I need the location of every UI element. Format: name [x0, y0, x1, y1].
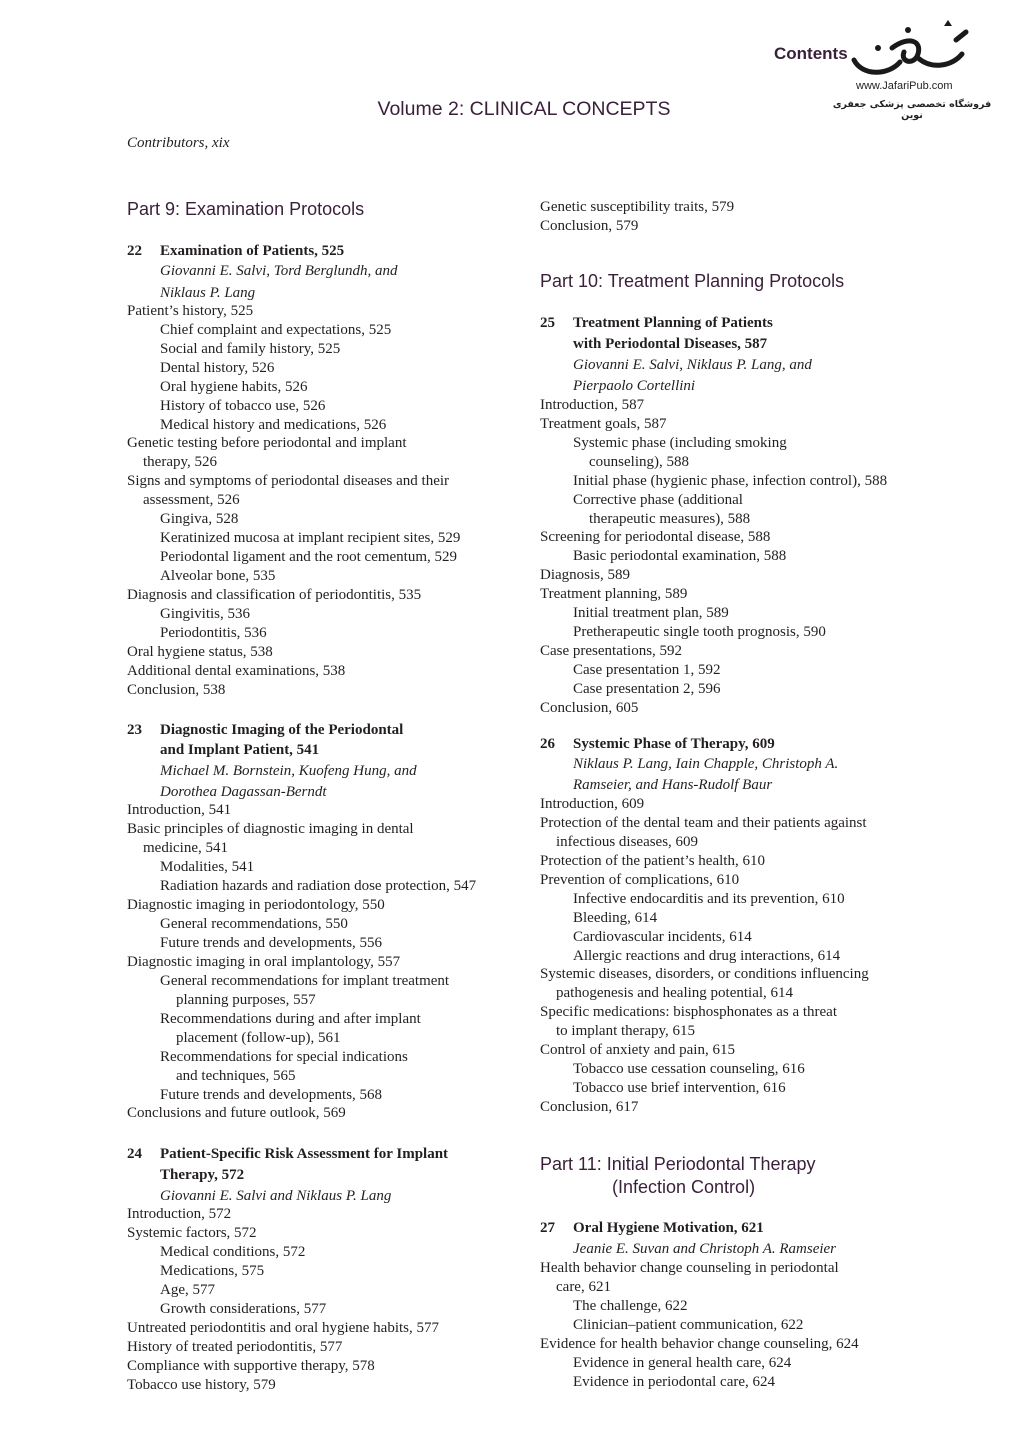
toc-subentry[interactable]: Keratinized mucosa at implant recipient sites, 529 — [160, 530, 461, 546]
chapter-26-heading[interactable] — [540, 735, 775, 754]
chapter-title-continued[interactable]: and Implant Patient, 541 — [160, 742, 320, 758]
toc-entry-continued[interactable]: infectious diseases, 609 — [556, 834, 699, 850]
toc-subentry[interactable]: Evidence in periodontal care, 624 — [573, 1374, 776, 1390]
toc-subentry[interactable]: General recommendations, 550 — [160, 916, 348, 932]
chapter-number: 26 — [540, 736, 555, 752]
toc-entry-continued[interactable]: assessment, 526 — [143, 492, 240, 508]
toc-subentry[interactable]: Tobacco use cessation counseling, 616 — [573, 1061, 805, 1077]
toc-subentry[interactable]: Cardiovascular incidents, 614 — [573, 929, 752, 945]
chapter-title: Treatment Planning of Patients — [573, 315, 773, 331]
toc-subentry[interactable]: Medical conditions, 572 — [160, 1244, 306, 1260]
chapter-23-heading[interactable] — [127, 721, 403, 740]
volume-title: Volume 2: CLINICAL CONCEPTS — [377, 98, 671, 120]
part-10-heading[interactable]: Part 10: Treatment Planning Protocols — [540, 271, 845, 291]
toc-entry[interactable]: Diagnostic imaging in oral implantology, 557 — [127, 954, 401, 970]
chapter-authors: Michael M. Bornstein, Kuofeng Hung, and — [160, 763, 417, 779]
toc-entry[interactable]: Basic principles of diagnostic imaging in dental — [127, 821, 414, 837]
chapter-authors: Giovanni E. Salvi, Tord Berglundh, and — [160, 263, 398, 279]
chapter-title: Oral Hygiene Motivation, 621 — [573, 1220, 764, 1236]
toc-subentry[interactable]: Growth considerations, 577 — [160, 1301, 327, 1317]
toc-entry[interactable]: Specific medications: bisphosphonates as a threat — [540, 1004, 838, 1020]
chapter-number: 23 — [127, 722, 142, 738]
toc-subentry[interactable]: Gingivitis, 536 — [160, 606, 251, 622]
toc-entry[interactable]: Treatment goals, 587 — [540, 416, 667, 432]
toc-entry-continued[interactable]: care, 621 — [556, 1279, 611, 1295]
toc-subentry[interactable]: Medical history and medications, 526 — [160, 417, 387, 433]
toc-subentry[interactable]: Recommendations during and after implant — [160, 1011, 421, 1027]
toc-entry[interactable]: History of treated periodontitis, 577 — [127, 1339, 343, 1355]
chapter-number: 25 — [540, 315, 555, 331]
toc-subentry[interactable]: Future trends and developments, 556 — [160, 935, 383, 951]
toc-entry[interactable]: Additional dental examinations, 538 — [127, 663, 346, 679]
toc-entry[interactable]: Case presentations, 592 — [540, 643, 683, 659]
toc-subentry[interactable]: Allergic reactions and drug interactions, 614 — [573, 948, 841, 964]
chapter-number: 27 — [540, 1220, 555, 1236]
toc-subentry[interactable]: Tobacco use brief intervention, 616 — [573, 1080, 786, 1096]
toc-entry[interactable]: Systemic diseases, disorders, or conditions influencing — [540, 966, 869, 982]
toc-entry-continued[interactable]: pathogenesis and healing potential, 614 — [556, 985, 794, 1001]
toc-subentry[interactable]: Oral hygiene habits, 526 — [160, 379, 308, 395]
toc-subentry-continued[interactable]: and techniques, 565 — [176, 1068, 296, 1084]
chapter-number: 24 — [127, 1146, 142, 1162]
toc-subentry[interactable]: Recommendations for special indications — [160, 1049, 408, 1065]
toc-entry[interactable]: Compliance with supportive therapy, 578 — [127, 1358, 375, 1374]
toc-entry[interactable]: Diagnostic imaging in periodontology, 550 — [127, 897, 385, 913]
toc-entry[interactable]: Introduction, 572 — [127, 1206, 232, 1222]
toc-subentry[interactable]: Medications, 575 — [160, 1263, 265, 1279]
toc-entry[interactable]: Signs and symptoms of periodontal diseases and their — [127, 473, 450, 489]
chapter-authors: Jeanie E. Suvan and Christoph A. Ramseier — [573, 1241, 837, 1257]
toc-subentry[interactable]: Age, 577 — [160, 1282, 215, 1298]
toc-entry[interactable]: Protection of the patient’s health, 610 — [540, 853, 765, 869]
toc-subentry[interactable]: General recommendations for implant treatment — [160, 973, 450, 989]
publisher-logo — [848, 18, 972, 84]
toc-subentry[interactable]: Clinician–patient communication, 622 — [573, 1317, 804, 1333]
toc-entry[interactable]: Prevention of complications, 610 — [540, 872, 740, 888]
toc-entry[interactable]: Diagnosis and classification of periodontitis, 535 — [127, 587, 422, 603]
part-11-heading[interactable]: Part 11: Initial Periodontal Therapy — [540, 1154, 816, 1174]
logo-persian-text: فروشگاه تخصصی پزشکی جعفری نوین — [832, 99, 992, 121]
toc-subentry[interactable]: Corrective phase (additional — [573, 492, 743, 508]
toc-subentry[interactable]: Radiation hazards and radiation dose protection, 547 — [160, 878, 477, 894]
toc-subentry[interactable]: Alveolar bone, 535 — [160, 568, 276, 584]
toc-entry[interactable]: Introduction, 609 — [540, 796, 645, 812]
toc-entry-continued[interactable]: therapy, 526 — [143, 454, 218, 470]
chapter-authors: Giovanni E. Salvi and Niklaus P. Lang — [160, 1188, 392, 1204]
logo-url[interactable]: www.JafariPub.com — [856, 80, 953, 92]
header-contents-label: Contents — [774, 44, 848, 63]
toc-entry[interactable]: Conclusion, 605 — [540, 700, 639, 716]
toc-subentry-continued[interactable]: therapeutic measures), 588 — [589, 511, 751, 527]
toc-entry[interactable]: Untreated periodontitis and oral hygiene habits, 577 — [127, 1320, 440, 1336]
toc-subentry[interactable]: Infective endocarditis and its prevention, 610 — [573, 891, 845, 907]
toc-entry[interactable]: Conclusion, 579 — [540, 218, 639, 234]
toc-subentry[interactable]: Bleeding, 614 — [573, 910, 658, 926]
chapter-25-heading[interactable] — [540, 314, 773, 333]
toc-entry[interactable]: Treatment planning, 589 — [540, 586, 688, 602]
chapter-title-continued[interactable]: with Periodontal Diseases, 587 — [573, 336, 768, 352]
chapter-title: Systemic Phase of Therapy, 609 — [573, 736, 775, 752]
toc-entry[interactable]: Diagnosis, 589 — [540, 567, 630, 583]
contributors-entry[interactable]: Contributors, xix — [127, 135, 230, 151]
toc-subentry[interactable]: Initial phase (hygienic phase, infection control), 588 — [573, 473, 888, 489]
toc-subentry[interactable]: Social and family history, 525 — [160, 341, 341, 357]
chapter-24-heading[interactable] — [127, 1145, 448, 1164]
toc-subentry-continued[interactable]: planning purposes, 557 — [176, 992, 316, 1008]
toc-subentry[interactable]: Evidence in general health care, 624 — [573, 1355, 792, 1371]
chapter-authors: Dorothea Dagassan-Berndt — [160, 784, 327, 800]
chapter-title: Patient-Specific Risk Assessment for Implant — [160, 1146, 449, 1162]
toc-entry[interactable]: Oral hygiene status, 538 — [127, 644, 273, 660]
chapter-authors: Niklaus P. Lang, Iain Chapple, Christoph A. — [573, 756, 839, 772]
toc-subentry[interactable]: Future trends and developments, 568 — [160, 1087, 383, 1103]
chapter-22-heading[interactable] — [127, 242, 344, 261]
part-9-heading[interactable]: Part 9: Examination Protocols — [127, 199, 365, 219]
toc-subentry[interactable]: Modalities, 541 — [160, 859, 255, 875]
toc-subentry[interactable]: Dental history, 526 — [160, 360, 275, 376]
chapter-authors: Niklaus P. Lang — [160, 285, 256, 301]
toc-entry[interactable]: Systemic factors, 572 — [127, 1225, 257, 1241]
chapter-authors: Pierpaolo Cortellini — [573, 378, 696, 394]
toc-entry-continued[interactable]: to implant therapy, 615 — [556, 1023, 695, 1039]
toc-subentry-continued[interactable]: counseling), 588 — [589, 454, 689, 470]
toc-subentry-continued[interactable]: placement (follow-up), 561 — [176, 1030, 341, 1046]
toc-entry[interactable]: Health behavior change counseling in periodontal — [540, 1260, 839, 1276]
toc-entry[interactable]: Introduction, 541 — [127, 802, 232, 818]
toc-subentry[interactable]: Periodontitis, 536 — [160, 625, 267, 641]
toc-entry[interactable]: Control of anxiety and pain, 615 — [540, 1042, 735, 1058]
chapter-authors: Ramseier, and Hans-Rudolf Baur — [573, 777, 773, 793]
toc-entry[interactable]: Conclusion, 538 — [127, 682, 226, 698]
toc-entry[interactable]: Conclusion, 617 — [540, 1099, 639, 1115]
toc-subentry[interactable]: Chief complaint and expectations, 525 — [160, 322, 392, 338]
toc-subentry[interactable]: Systemic phase (including smoking — [573, 435, 787, 451]
toc-entry[interactable]: Genetic testing before periodontal and implant — [127, 435, 407, 451]
chapter-title: Diagnostic Imaging of the Periodontal — [160, 722, 404, 738]
toc-entry[interactable]: Introduction, 587 — [540, 397, 645, 413]
toc-entry[interactable]: Tobacco use history, 579 — [127, 1377, 276, 1393]
toc-entry[interactable]: Evidence for health behavior change counseling, 624 — [540, 1336, 859, 1352]
toc-entry-continued[interactable]: medicine, 541 — [143, 840, 228, 856]
part-11-heading-continued[interactable]: (Infection Control) — [612, 1177, 756, 1197]
toc-subentry[interactable]: Periodontal ligament and the root cementum, 529 — [160, 549, 458, 565]
toc-entry[interactable]: Screening for periodontal disease, 588 — [540, 529, 771, 545]
toc-subentry[interactable]: Gingiva, 528 — [160, 511, 239, 527]
toc-subentry[interactable]: Case presentation 2, 596 — [573, 681, 721, 697]
chapter-title-continued[interactable]: Therapy, 572 — [160, 1167, 245, 1183]
toc-entry[interactable]: Protection of the dental team and their patients against — [540, 815, 867, 831]
toc-entry[interactable]: Conclusions and future outlook, 569 — [127, 1105, 346, 1121]
chapter-authors: Giovanni E. Salvi, Niklaus P. Lang, and — [573, 357, 812, 373]
toc-entry[interactable]: Genetic susceptibility traits, 579 — [540, 199, 735, 215]
toc-subentry[interactable]: Basic periodontal examination, 588 — [573, 548, 787, 564]
toc-subentry[interactable]: The challenge, 622 — [573, 1298, 688, 1314]
chapter-title: Examination of Patients, 525 — [160, 243, 345, 259]
toc-entry[interactable]: Patient’s history, 525 — [127, 303, 254, 319]
chapter-27-heading[interactable] — [540, 1219, 764, 1238]
toc-subentry[interactable]: Initial treatment plan, 589 — [573, 605, 729, 621]
chapter-number: 22 — [127, 243, 142, 259]
toc-subentry[interactable]: Pretherapeutic single tooth prognosis, 590 — [573, 624, 826, 640]
toc-subentry[interactable]: Case presentation 1, 592 — [573, 662, 721, 678]
toc-subentry[interactable]: History of tobacco use, 526 — [160, 398, 326, 414]
